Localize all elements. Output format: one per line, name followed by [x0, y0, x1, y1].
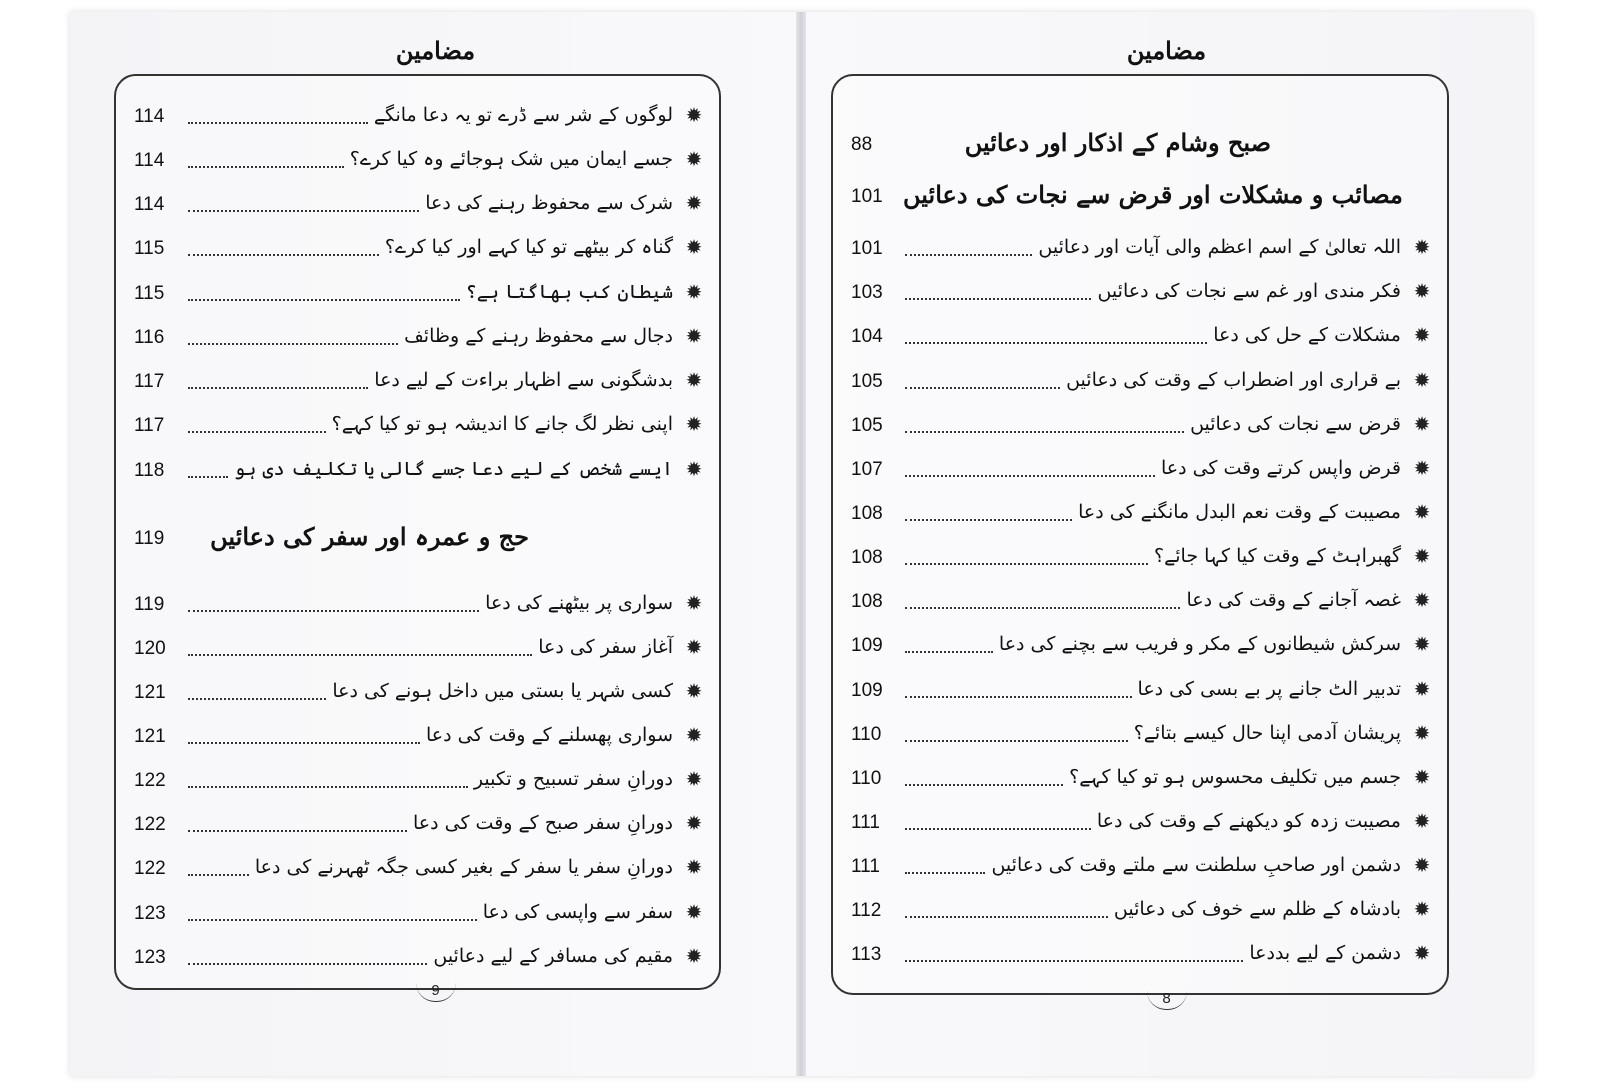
entry-page-number: 111	[851, 856, 880, 877]
list-item[interactable]	[116, 891, 719, 927]
star-rosette-icon: ✹	[685, 811, 703, 835]
entry-title: دشمن اور صاحبِ سلطنت سے ملتے وقت کی دعائیں	[991, 854, 1401, 876]
star-rosette-icon: ✹	[1413, 853, 1431, 877]
page-title: مضامین	[395, 36, 476, 65]
dot-leader	[905, 783, 1063, 786]
entry-page-number: 121	[134, 726, 166, 747]
dot-leader	[905, 827, 1091, 830]
entry-title: دورانِ سفر تسبیح و تکبیر	[473, 768, 673, 790]
list-item[interactable]	[833, 800, 1447, 836]
dot-leader	[188, 165, 344, 168]
page-number-footer	[801, 990, 1532, 1010]
star-rosette-icon: ✹	[685, 280, 703, 304]
entry-title: دجال سے محفوظ رہنے کے وظائف	[404, 325, 673, 347]
star-rosette-icon: ✹	[685, 103, 703, 127]
dot-leader	[905, 518, 1072, 521]
list-item[interactable]	[833, 535, 1447, 571]
entry-title: گناہ کر بیٹھے تو کیا کہے اور کیا کرے؟	[384, 236, 673, 258]
entry-page-number: 114	[134, 106, 165, 127]
entry-title: مصیبت زدہ کو دیکھنے کے وقت کی دعا	[1096, 810, 1401, 832]
heading-title: مصائب و مشکلات اور قرض سے نجات کی دعائیں	[903, 180, 1403, 209]
entry-title: شرک سے محفوظ رہنے کی دعا	[425, 192, 673, 214]
heading-title: صبح وشام کے اذکار اور دعائیں	[964, 128, 1271, 157]
star-rosette-icon: ✹	[685, 147, 703, 171]
list-item[interactable]	[116, 448, 719, 484]
dot-leader	[905, 871, 985, 874]
entry-title: مشکلات کے حل کی دعا	[1213, 324, 1401, 346]
entry-page-number: 121	[134, 682, 166, 703]
entry-title: شیطان کب بھاگتا ہے؟	[465, 281, 673, 303]
entry-page-number: 113	[851, 944, 882, 965]
dot-leader	[188, 962, 427, 965]
star-rosette-icon: ✹	[1413, 456, 1431, 480]
entry-title: قرض واپس کرتے وقت کی دعا	[1160, 457, 1401, 479]
list-item[interactable]	[116, 182, 719, 218]
entry-page-number: 109	[851, 635, 883, 656]
dot-leader	[905, 430, 1184, 433]
dot-leader	[188, 741, 420, 744]
list-item[interactable]	[833, 270, 1447, 306]
entry-page-number: 123	[134, 947, 166, 968]
entry-page-number: 114	[134, 150, 165, 171]
dot-leader	[188, 697, 326, 700]
star-rosette-icon: ✹	[685, 723, 703, 747]
entry-title: سواری پھسلنے کے وقت کی دعا	[426, 724, 673, 746]
dot-leader	[188, 873, 249, 876]
dot-leader	[188, 342, 398, 345]
star-rosette-icon: ✹	[685, 944, 703, 968]
entry-title: بے قراری اور اضطراب کے وقت کی دعائیں	[1066, 369, 1401, 391]
entry-page-number: 120	[134, 638, 166, 659]
dot-leader	[188, 298, 460, 301]
contents-frame	[114, 74, 721, 990]
entry-page-number: 104	[851, 326, 883, 347]
dot-leader	[188, 653, 532, 656]
list-item[interactable]	[833, 491, 1447, 527]
page-left	[70, 12, 801, 1076]
star-rosette-icon: ✹	[1413, 323, 1431, 347]
dot-leader	[188, 121, 368, 124]
entry-page-number: 111	[851, 812, 880, 833]
list-item[interactable]	[833, 932, 1447, 968]
list-item[interactable]	[116, 758, 719, 794]
page-number-footer	[70, 982, 801, 1002]
dot-leader	[905, 739, 1128, 742]
entry-title: سفر سے واپسی کی دعا	[482, 901, 673, 923]
dot-leader	[905, 253, 1032, 256]
book-spread	[70, 12, 1532, 1076]
heading-page-number: 88	[851, 134, 873, 155]
entry-title: سرکش شیطانوں کے مکر و فریب سے بچنے کی دعا	[998, 633, 1401, 655]
entry-page-number: 117	[134, 415, 165, 436]
entry-page-number: 122	[134, 814, 166, 835]
entry-title: پریشان آدمی اپنا حال کیسے بتائے؟	[1133, 722, 1401, 744]
dot-leader	[188, 785, 468, 788]
list-item[interactable]	[116, 582, 719, 618]
dot-leader	[905, 474, 1155, 477]
section-heading[interactable]	[833, 166, 1447, 210]
list-item[interactable]	[833, 359, 1447, 395]
entry-page-number: 122	[134, 770, 166, 791]
star-rosette-icon: ✹	[685, 855, 703, 879]
contents-frame	[831, 74, 1449, 995]
list-item[interactable]	[833, 447, 1447, 483]
dot-leader	[905, 297, 1091, 300]
entry-title: بادشاہ کے ظلم سے خوف کی دعائیں	[1113, 898, 1401, 920]
list-item[interactable]	[833, 756, 1447, 792]
star-rosette-icon: ✹	[685, 900, 703, 924]
entry-page-number: 108	[851, 503, 883, 524]
entry-page-number: 103	[851, 282, 883, 303]
entry-title: غصہ آجانے کے وقت کی دعا	[1186, 589, 1401, 611]
list-item[interactable]	[833, 712, 1447, 748]
dot-leader	[905, 695, 1132, 698]
star-rosette-icon: ✹	[685, 767, 703, 791]
entry-page-number: 115	[134, 283, 165, 304]
list-item[interactable]	[116, 271, 719, 307]
list-item[interactable]	[833, 226, 1447, 262]
entry-title: گھبراہٹ کے وقت کیا کہا جائے؟	[1154, 545, 1401, 567]
entry-page-number: 123	[134, 903, 166, 924]
page-right	[801, 12, 1532, 1076]
entry-title: لوگوں کے شر سے ڈرے تو یہ دعا مانگے	[373, 104, 673, 126]
list-item[interactable]	[833, 844, 1447, 880]
dot-leader	[905, 606, 1180, 609]
dot-leader	[905, 915, 1108, 918]
entry-page-number: 109	[851, 680, 883, 701]
entry-title: سواری پر بیٹھنے کی دعا	[485, 592, 673, 614]
list-item[interactable]	[116, 315, 719, 351]
list-item[interactable]	[833, 314, 1447, 350]
star-rosette-icon: ✹	[1413, 809, 1431, 833]
entry-page-number: 101	[851, 238, 883, 259]
entry-page-number: 118	[134, 460, 165, 481]
list-item[interactable]	[116, 802, 719, 838]
star-rosette-icon: ✹	[1413, 632, 1431, 656]
entry-title: دشمن کے لیے بددعا	[1249, 942, 1401, 964]
star-rosette-icon: ✹	[1413, 368, 1431, 392]
page-title: مضامین	[1126, 36, 1207, 65]
entry-page-number: 122	[134, 858, 166, 879]
entry-title: دورانِ سفر صبح کے وقت کی دعا	[413, 812, 673, 834]
heading-title: حج و عمرہ اور سفر کی دعائیں	[210, 522, 529, 551]
entry-page-number: 107	[851, 459, 883, 480]
star-rosette-icon: ✹	[1413, 500, 1431, 524]
dot-leader	[188, 609, 479, 612]
dot-leader	[905, 562, 1148, 565]
list-item[interactable]	[116, 138, 719, 174]
entry-title: ایسے شخص کے لیے دعا جسے گالی یا تکلیف دی ہو	[234, 458, 673, 480]
star-rosette-icon: ✹	[1413, 677, 1431, 701]
heading-page-number: 101	[851, 186, 883, 207]
heading-page-number: 119	[134, 528, 165, 549]
list-item[interactable]	[116, 403, 719, 439]
entry-page-number: 117	[134, 371, 165, 392]
list-item[interactable]	[833, 403, 1447, 439]
entry-page-number: 114	[134, 194, 165, 215]
list-item[interactable]	[116, 226, 719, 262]
dot-leader	[188, 918, 477, 921]
book-gutter	[796, 12, 806, 1076]
entry-title: جسم میں تکلیف محسوس ہو تو کیا کہے؟	[1069, 766, 1401, 788]
dot-leader	[188, 430, 326, 433]
star-rosette-icon: ✹	[1413, 412, 1431, 436]
contents-list	[833, 76, 1447, 993]
list-item[interactable]	[833, 623, 1447, 659]
entry-page-number: 108	[851, 591, 883, 612]
entry-page-number: 119	[134, 594, 165, 615]
entry-page-number: 108	[851, 547, 883, 568]
page-number: 9	[416, 983, 456, 1002]
list-item[interactable]	[833, 579, 1447, 615]
star-rosette-icon: ✹	[1413, 765, 1431, 789]
star-rosette-icon: ✹	[1413, 279, 1431, 303]
list-item[interactable]	[116, 714, 719, 750]
entry-title: دورانِ سفر یا سفر کے بغیر کسی جگہ ٹھہرنے کی دعا	[254, 856, 673, 878]
star-rosette-icon: ✹	[1413, 588, 1431, 612]
list-item[interactable]	[116, 94, 719, 130]
entry-page-number: 116	[134, 327, 165, 348]
star-rosette-icon: ✹	[685, 412, 703, 436]
star-rosette-icon: ✹	[685, 235, 703, 259]
entry-page-number: 105	[851, 371, 883, 392]
section-heading[interactable]	[833, 114, 1447, 158]
list-item[interactable]	[116, 626, 719, 662]
entry-title: جسے ایمان میں شک ہوجائے وہ کیا کرے؟	[349, 148, 673, 170]
star-rosette-icon: ✹	[685, 324, 703, 348]
star-rosette-icon: ✹	[685, 679, 703, 703]
dot-leader	[188, 209, 419, 212]
entry-title: کسی شہر یا بستی میں داخل ہونے کی دعا	[332, 680, 673, 702]
entry-title: مصیبت کے وقت نعم البدل مانگنے کی دعا	[1078, 501, 1401, 523]
entry-title: قرض سے نجات کی دعائیں	[1190, 413, 1401, 435]
contents-list	[116, 76, 719, 988]
entry-title: بدشگونی سے اظہار براءت کے لیے دعا	[374, 369, 673, 391]
entry-page-number: 115	[134, 238, 165, 259]
dot-leader	[905, 650, 993, 653]
dot-leader	[188, 475, 228, 478]
dot-leader	[188, 829, 407, 832]
page-number: 8	[1147, 991, 1187, 1010]
list-item[interactable]	[833, 888, 1447, 924]
list-item[interactable]	[116, 359, 719, 395]
dot-leader	[188, 253, 379, 256]
list-item[interactable]	[116, 846, 719, 882]
star-rosette-icon: ✹	[685, 368, 703, 392]
entry-page-number: 110	[851, 768, 882, 789]
dot-leader	[188, 386, 368, 389]
entry-page-number: 112	[851, 900, 882, 921]
dot-leader	[905, 341, 1207, 344]
list-item[interactable]	[833, 668, 1447, 704]
dot-leader	[905, 386, 1060, 389]
entry-title: اللہ تعالیٰ کے اسم اعظم والی آیات اور دعائیں	[1038, 236, 1401, 258]
entry-title: اپنی نظر لگ جانے کا اندیشہ ہو تو کیا کہے؟	[331, 413, 673, 435]
list-item[interactable]	[116, 670, 719, 706]
star-rosette-icon: ✹	[1413, 235, 1431, 259]
entry-title: فکر مندی اور غم سے نجات کی دعائیں	[1097, 280, 1401, 302]
entry-title: مقیم کی مسافر کے لیے دعائیں	[433, 945, 673, 967]
star-rosette-icon: ✹	[1413, 941, 1431, 965]
star-rosette-icon: ✹	[685, 635, 703, 659]
star-rosette-icon: ✹	[1413, 897, 1431, 921]
dot-leader	[905, 959, 1243, 962]
list-item[interactable]	[116, 935, 719, 971]
section-heading[interactable]	[116, 508, 719, 552]
star-rosette-icon: ✹	[685, 457, 703, 481]
entry-title: تدبیر الٹ جانے پر بے بسی کی دعا	[1137, 678, 1401, 700]
star-rosette-icon: ✹	[685, 191, 703, 215]
star-rosette-icon: ✹	[1413, 721, 1431, 745]
star-rosette-icon: ✹	[1413, 544, 1431, 568]
entry-title: آغاز سفر کی دعا	[538, 636, 673, 658]
entry-page-number: 105	[851, 415, 883, 436]
entry-page-number: 110	[851, 724, 882, 745]
star-rosette-icon: ✹	[685, 591, 703, 615]
